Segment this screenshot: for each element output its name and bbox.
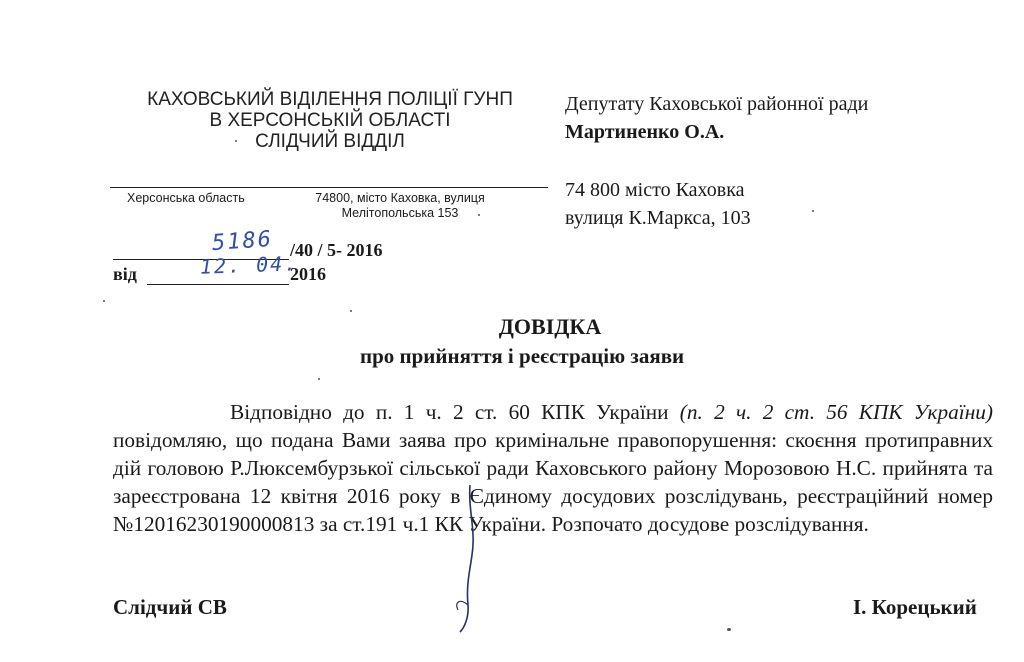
scan-speck xyxy=(103,300,105,302)
scan-speck xyxy=(727,628,731,631)
document-body xyxy=(113,398,993,538)
date-suffix: 2016 xyxy=(290,264,326,284)
recipient-address-line-1: 74 800 місто Каховка xyxy=(565,179,745,201)
scan-speck xyxy=(235,140,237,142)
body-part-1: Відповідно до п. 1 ч. 2 ст. 60 КПК України xyxy=(230,400,680,424)
recipient-line-1: Депутату Каховської районної ради xyxy=(565,93,869,115)
scan-speck xyxy=(350,310,352,312)
sender-address-region: Херсонська область xyxy=(127,191,245,205)
scan-speck xyxy=(812,210,814,212)
letterhead-divider xyxy=(110,187,548,188)
registration-number-suffix: /40 / 5- 2016 xyxy=(290,240,383,260)
handwritten-signature xyxy=(430,480,500,640)
sender-address-line-1: 74800, місто Каховка, вулиця xyxy=(315,191,485,205)
date-handwritten: 12. 04. xyxy=(199,251,299,279)
registration-number-handwritten: 5186 xyxy=(211,226,274,257)
body-part-2: повідомляю, що подана Вами заява про кримінальне правопорушення: скоєння протиправних дій головою Р.Люксембурзької сільської ради Каховського району Морозовою Н.С. прийнята та зареєстрована 12 квітня 2016 року в Єдиному досудових розслідувань, реєстраційний номер №12016230190000813 за ст.191 ч.1 КК України. Розпочато досудове розслідування. xyxy=(113,428,993,536)
recipient-block xyxy=(565,90,868,146)
recipient-address-line-2: вулиця К.Маркса, 103 xyxy=(565,207,751,229)
recipient-address xyxy=(565,176,751,232)
scan-speck xyxy=(478,214,480,216)
sender-line-1: КАХОВСЬКИЙ ВІДІЛЕННЯ ПОЛІЦІЇ ГУНП xyxy=(147,89,513,110)
sender-address xyxy=(300,191,500,221)
body-italic: (п. 2 ч. 2 ст. 56 КПК України) xyxy=(679,400,993,424)
date-prefix: від xyxy=(113,264,137,284)
date-line xyxy=(147,284,289,285)
signatory-title: Слідчий СВ xyxy=(113,595,227,619)
document-title: ДОВІДКА xyxy=(498,314,602,339)
recipient-name: Мартиненко О.А. xyxy=(565,121,725,143)
document-subtitle: про прийняття і реєстрацію заяви xyxy=(360,344,685,368)
sender-line-3: СЛІДЧИЙ ВІДДІЛ xyxy=(255,131,405,152)
signatory-name: І. Корецький xyxy=(853,595,977,619)
sender-address-line-2: Мелітопольська 153 xyxy=(341,206,459,220)
sender-block xyxy=(100,89,560,152)
scan-speck xyxy=(318,378,320,380)
sender-line-2: В ХЕРСОНСЬКІЙ ОБЛАСТІ xyxy=(209,110,451,131)
